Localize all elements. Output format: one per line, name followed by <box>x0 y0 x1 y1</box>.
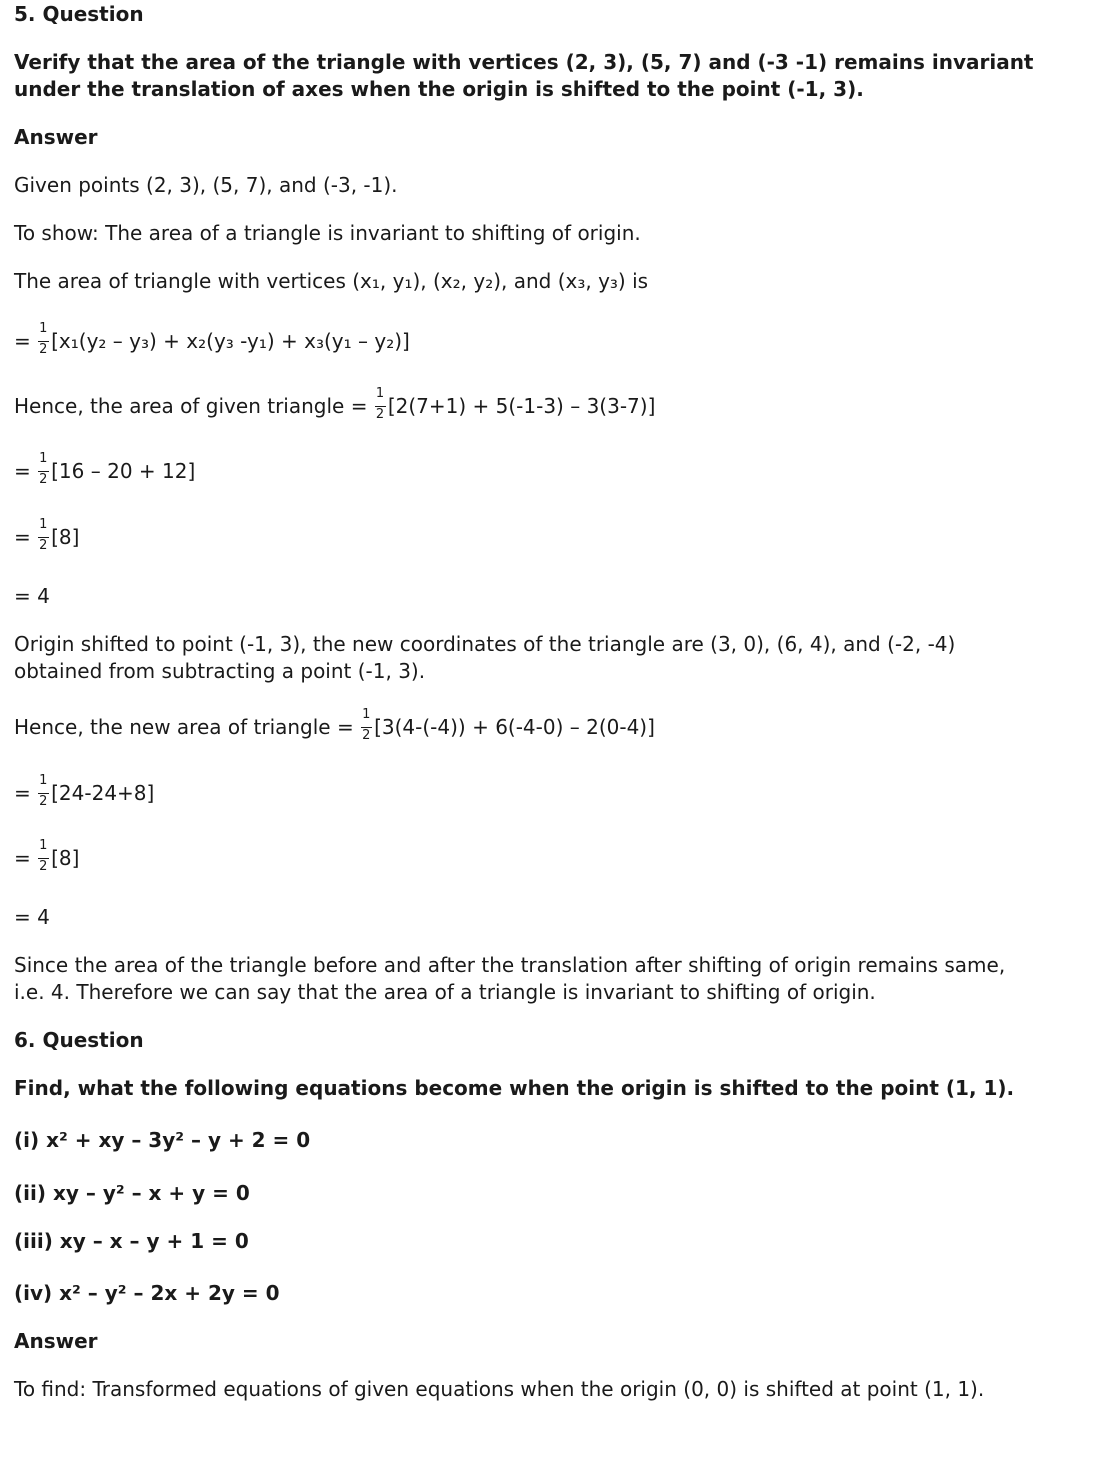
question-6-heading: 6. Question <box>14 1028 144 1052</box>
fraction-numerator: 1 <box>362 707 371 722</box>
step-1-body: [16 – 20 + 12] <box>51 459 196 483</box>
fraction-numerator: 1 <box>39 517 48 532</box>
new-area <box>14 707 655 743</box>
answer-5-heading: Answer <box>14 125 98 149</box>
step-1-prefix: = <box>14 459 31 483</box>
fraction-numerator: 1 <box>39 321 48 336</box>
question-5-text-line2: under the translation of axes when the origin is shifted to the point (-1, 3). <box>14 77 864 101</box>
to-find: To find: Transformed equations of given equations when the origin (0, 0) is shifted at point (1, 1). <box>14 1377 985 1401</box>
result-1: = 4 <box>14 584 50 608</box>
shift-text-line1: Origin shifted to point (-1, 3), the new coordinates of the triangle are (3, 0), (6, 4), and (-2, -4) <box>14 632 956 656</box>
fraction-numerator: 1 <box>39 838 48 853</box>
half-fraction <box>37 451 51 487</box>
conclusion-line2: i.e. 4. Therefore we can say that the area of a triangle is invariant to shifting of origin. <box>14 980 876 1004</box>
conclusion-line1: Since the area of the triangle before and after the translation after shifting of origin remains same, <box>14 953 1006 977</box>
half-fraction <box>37 773 51 809</box>
equation-ii: (ii) xy – y² – x + y = 0 <box>14 1181 250 1205</box>
fraction-denominator: 2 <box>39 794 48 809</box>
step-2-prefix: = <box>14 525 31 549</box>
given-points: Given points (2, 3), (5, 7), and (-3, -1). <box>14 173 398 197</box>
fraction-numerator: 1 <box>39 451 48 466</box>
answer-6-heading: Answer <box>14 1329 98 1353</box>
step-1 <box>14 451 196 487</box>
step-4 <box>14 838 80 874</box>
half-fraction <box>374 386 388 422</box>
step-3 <box>14 773 155 809</box>
fraction-denominator: 2 <box>375 407 385 422</box>
fraction-numerator: 1 <box>39 773 48 788</box>
step-4-body: [8] <box>51 846 80 870</box>
fraction-denominator: 2 <box>39 342 48 357</box>
step-3-prefix: = <box>14 781 31 805</box>
area-given-body: [2(7+1) + 5(-1-3) – 3(3-7)] <box>387 394 656 418</box>
step-2 <box>14 517 80 553</box>
question-6-text: Find, what the following equations become when the origin is shifted to the point (1, 1). <box>14 1076 1015 1100</box>
step-2-body: [8] <box>51 525 80 549</box>
fraction-denominator: 2 <box>39 538 48 553</box>
formula-prefix: = <box>14 329 31 353</box>
equation-i: (i) x² + xy – 3y² – y + 2 = 0 <box>14 1128 311 1152</box>
question-5-text-line1: Verify that the area of the triangle with vertices (2, 3), (5, 7) and (-3 -1) remains invariant <box>14 50 1034 74</box>
equation-iii: (iii) xy – x – y + 1 = 0 <box>14 1229 249 1253</box>
area-formula <box>14 321 410 357</box>
shift-text-line2: obtained from subtracting a point (-1, 3). <box>14 659 426 683</box>
result-2: = 4 <box>14 905 50 929</box>
formula-body: [x₁(y₂ – y₃) + x₂(y₃ -y₁) + x₃(y₁ – y₂)] <box>51 329 410 353</box>
half-fraction <box>37 838 51 874</box>
half-fraction <box>37 321 51 357</box>
new-area-body: [3(4-(-4)) + 6(-4-0) – 2(0-4)] <box>374 715 655 739</box>
half-fraction <box>360 707 374 743</box>
equation-iv: (iv) x² – y² – 2x + 2y = 0 <box>14 1281 280 1305</box>
fraction-denominator: 2 <box>39 472 48 487</box>
fraction-denominator: 2 <box>39 859 48 874</box>
step-4-prefix: = <box>14 846 31 870</box>
to-show: To show: The area of a triangle is invariant to shifting of origin. <box>14 221 641 245</box>
new-area-prefix: Hence, the new area of triangle = <box>14 715 354 739</box>
question-5-heading: 5. Question <box>14 2 144 26</box>
fraction-denominator: 2 <box>362 728 371 743</box>
area-given-prefix: Hence, the area of given triangle = <box>14 394 368 418</box>
step-3-body: [24-24+8] <box>51 781 155 805</box>
area-intro: The area of triangle with vertices (x₁, y₁), (x₂, y₂), and (x₃, y₃) is <box>14 269 649 293</box>
fraction-numerator: 1 <box>375 386 385 401</box>
half-fraction <box>37 517 51 553</box>
area-given-triangle <box>14 386 656 422</box>
